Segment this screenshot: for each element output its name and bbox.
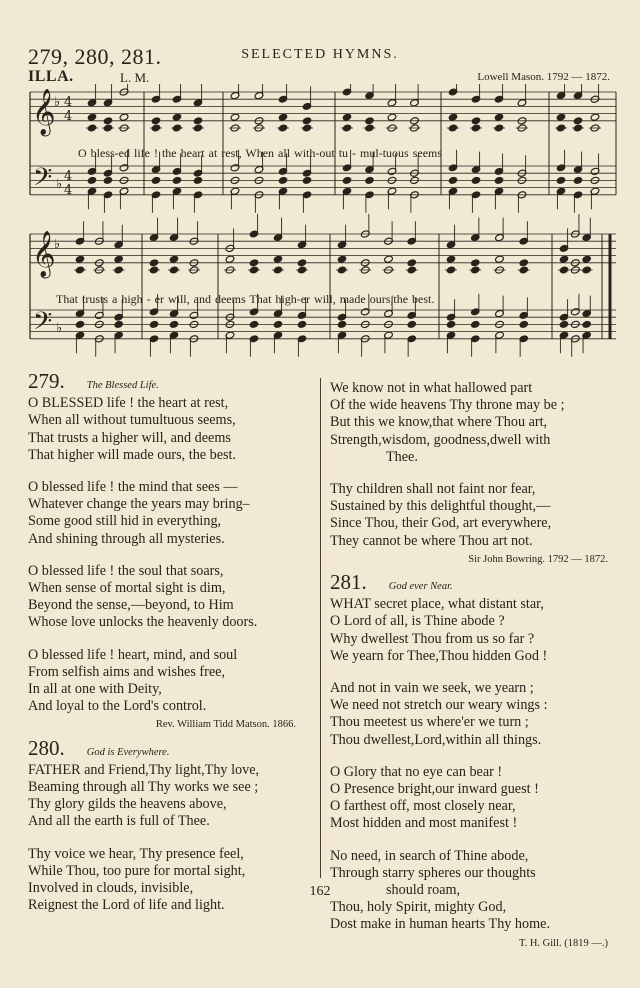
verse-line: O blessed life ! the mind that sees — [28, 479, 238, 496]
time-signature: 4 [64, 95, 73, 110]
alto-note [114, 255, 124, 263]
alto-note [384, 255, 394, 263]
verse-line: When sense of mortal sight is dim, [28, 580, 226, 597]
tenor-low-note [172, 176, 182, 184]
verse-line: Involved in clouds, invisible, [28, 880, 194, 897]
hymn-280-subtitle: God is Everywhere. [86, 746, 170, 758]
alto-note [407, 259, 417, 267]
alto-note [559, 255, 569, 263]
verse-line: WHAT secret place, what distant star, [330, 596, 544, 613]
alto-note [590, 113, 600, 121]
verse-line: O blessed life ! heart, mind, and soul [28, 646, 238, 663]
music-score [0, 84, 640, 364]
tenor-low-note [519, 320, 529, 328]
hymn-281-subtitle: God ever Near. [388, 581, 453, 593]
verse-line: And shining through all mysteries. [28, 530, 225, 547]
bass-clef: 𝄢 [33, 163, 53, 198]
stanza [330, 380, 630, 466]
verse-line: FATHER and Friend,Thy light,Thy love, [28, 761, 260, 778]
verse-line: Most hidden and most manifest ! [330, 815, 518, 832]
verse-line: O farthest off, most closely near, [330, 798, 516, 815]
verse-line: O Lord of all, is Thine abode ? [330, 613, 505, 630]
verse-line: And loyal to the Lord's control. [28, 698, 207, 715]
alto-note [193, 117, 203, 125]
column-divider [320, 378, 321, 878]
page-number: 162 [309, 884, 331, 899]
verse-line: O Presence bright,our inward guest ! [330, 781, 539, 798]
alto-note [387, 113, 397, 121]
section-title: SELECTED HYMNS. [241, 47, 399, 62]
stanza [28, 647, 318, 734]
verse-line: Thou, holy Spirit, mighty God, [330, 899, 507, 916]
tenor-low-note [114, 320, 124, 328]
tenor-low-note [470, 320, 480, 328]
tenor-low-note [302, 176, 312, 184]
hymn-279-subtitle: The Blessed Life. [86, 380, 159, 391]
tenor-low-note [103, 176, 113, 184]
verse-line: Thy children shall not faint nor fear, [330, 481, 536, 498]
verse-line: In all at one with Deity, [28, 681, 162, 698]
verse-line: O BLESSED life ! the heart at rest, [28, 395, 229, 412]
verse-line: Since Thou, their God, art everywhere, [330, 515, 552, 532]
alto-note [169, 255, 179, 263]
alto-note [87, 113, 97, 121]
flat-sign: ♭ [56, 177, 63, 192]
alto-note [230, 113, 240, 121]
alto-note [172, 113, 182, 121]
alto-note [471, 117, 481, 125]
verse-line: O Glory that no eye can bear ! [330, 763, 503, 780]
verse-line: Whatever change the years may bring– [28, 496, 250, 513]
verse-line: We need not stretch our weary wings : [330, 697, 548, 714]
alto-note [119, 113, 129, 121]
verse-line: Sustained by this delightful thought,— [330, 498, 551, 515]
verse-line: O blessed life ! the soul that soars, [28, 562, 224, 579]
tenor-low-note [337, 320, 347, 328]
stanza [28, 762, 318, 831]
tenor-low-note [559, 320, 569, 328]
tenor-low-note [582, 320, 592, 328]
tenor-low-note [471, 176, 481, 184]
tenor-low-note [169, 320, 179, 328]
verse-line: should roam, [386, 882, 461, 899]
verse-line: Of the wide heavens Thy throne may be ; [330, 397, 565, 414]
alto-note [103, 117, 113, 125]
stanza [28, 479, 318, 548]
alto-note [365, 117, 375, 125]
tenor-low-note [273, 320, 283, 328]
treble-clef: 𝄞 [32, 89, 56, 135]
alto-note [448, 113, 458, 121]
hymn-280-number: 280. [28, 735, 65, 760]
time-signature: 4 [64, 183, 73, 198]
tenor-low-note [75, 320, 85, 328]
alto-note [494, 113, 504, 121]
tenor-low-note [365, 176, 375, 184]
tenor-low-note [342, 176, 352, 184]
composer-credit: Lowell Mason. 1792 — 1872. [477, 71, 610, 83]
verse-line: Thee. [386, 448, 418, 465]
alto-note [495, 255, 505, 263]
stanza [28, 563, 318, 632]
verse-line: That trusts a higher will, and deems [28, 429, 231, 446]
tune-meter: L. M. [120, 70, 150, 85]
verse-line: Why dwellest Thou from us so far ? [330, 630, 535, 647]
hymn-attribution: Sir John Bowring. 1792 — 1872. [468, 553, 608, 565]
verse-line: When all without tumultuous seems, [28, 412, 236, 429]
bass-clef: 𝄢 [33, 307, 53, 342]
verse-line: They cannot be where Thou art not. [330, 532, 533, 549]
alto-note [75, 255, 85, 263]
tenor-low-note [446, 320, 456, 328]
alto-note [149, 259, 159, 267]
alto-note [297, 259, 307, 267]
left-text-column [28, 369, 318, 929]
hymn-279-heading [28, 369, 318, 394]
stanza [330, 764, 630, 833]
tenor-low-note [297, 320, 307, 328]
hymn-281-number: 281. [330, 570, 367, 595]
alto-note [302, 117, 312, 125]
verse-line: Through starry spheres our thoughts [330, 864, 536, 881]
alto-note [470, 259, 480, 267]
verse-line: Beaming through all Thy works we see ; [28, 779, 259, 796]
tenor-low-note [494, 176, 504, 184]
verse-line: No need, in search of Thine abode, [330, 847, 529, 864]
hymn-attribution: Rev. William Tidd Matson. 1866. [155, 719, 296, 731]
hymn-279-number: 279. [28, 369, 65, 393]
verse-line: From selfish aims and wishes free, [28, 663, 226, 680]
stanza [330, 596, 630, 665]
tenor-low-note [193, 176, 203, 184]
verse-line: Thou dwellest,Lord,within all things. [330, 731, 542, 748]
tune-name: ILLA. [28, 68, 74, 85]
hymn-280-text-right [330, 380, 630, 568]
stanza [28, 846, 318, 915]
stanza [330, 481, 630, 568]
music-lyric-line-2: That trusts a high - er will, and deems That high-er will, made ours,the best. [56, 292, 435, 306]
verse-line: And not in vain we seek, we yearn ; [330, 680, 534, 697]
verse-line: Whose love unlocks the heavenly doors. [28, 614, 258, 631]
time-signature: 4 [64, 109, 73, 124]
alto-note [337, 255, 347, 263]
verse-line: We yearn for Thee,Thou hidden God ! [330, 647, 548, 664]
flat-sign: ♭ [54, 95, 61, 110]
verse-line: Thy voice we hear, Thy presence feel, [28, 845, 244, 862]
alto-note [342, 113, 352, 121]
hymn-attribution: T. H. Gill. (1819 —.) [518, 937, 608, 949]
alto-note [519, 259, 529, 267]
tenor-low-note [149, 320, 159, 328]
alto-note [573, 117, 583, 125]
verse-line: While Thou, too pure for mortal sight, [28, 862, 246, 879]
verse-line: Strength,wisdom, goodness,dwell with [330, 431, 551, 448]
hymn-numbers-header: 279, 280, 281. [28, 44, 162, 69]
tenor-low-note [448, 176, 458, 184]
verse-line: Thou meetest us where'er we turn ; [330, 714, 529, 731]
verse-line: Some good still hid in everything, [28, 513, 222, 530]
tenor-low-note [556, 176, 566, 184]
flat-sign: ♭ [54, 237, 61, 252]
stanza [330, 680, 630, 749]
stanza [28, 395, 318, 464]
verse-line: We know not in what hallowed part [330, 380, 533, 396]
tenor-low-note [151, 176, 161, 184]
treble-clef: 𝄞 [32, 231, 56, 277]
music-lyric-line-1: O bless-ed life ! the heart at rest, When all with-out tu - mul-tuous seems [78, 146, 443, 160]
verse-line: But this we know,that where Thou art, [330, 414, 548, 431]
alto-note [582, 255, 592, 263]
alto-note [151, 117, 161, 125]
alto-note [446, 255, 456, 263]
tenor-low-note [87, 176, 97, 184]
verse-line: Beyond the sense,—beyond, to Him [28, 597, 234, 614]
verse-line: Thy glory gilds the heavens above, [28, 796, 227, 813]
alto-note [225, 255, 235, 263]
verse-line: Reignest the Lord of life and light. [28, 897, 225, 914]
hymn-281-heading [330, 570, 630, 595]
tenor-low-note [249, 320, 259, 328]
tenor-low-note [573, 176, 583, 184]
hymn-279-text [28, 395, 318, 733]
verse-line: That higher will made ours, the best. [28, 446, 237, 463]
verse-line: Dost make in human hearts Thy home. [330, 916, 550, 933]
alto-note [273, 255, 283, 263]
alto-note [249, 259, 259, 267]
tenor-low-note [407, 320, 417, 328]
right-text-column [330, 380, 630, 958]
tenor-low-note [278, 176, 288, 184]
time-signature: 4 [64, 169, 73, 184]
verse-line: And all the earth is full of Thee. [28, 813, 210, 830]
hymn-280-heading [28, 735, 318, 761]
alto-note [556, 113, 566, 121]
flat-sign: ♭ [56, 321, 63, 336]
alto-note [278, 113, 288, 121]
